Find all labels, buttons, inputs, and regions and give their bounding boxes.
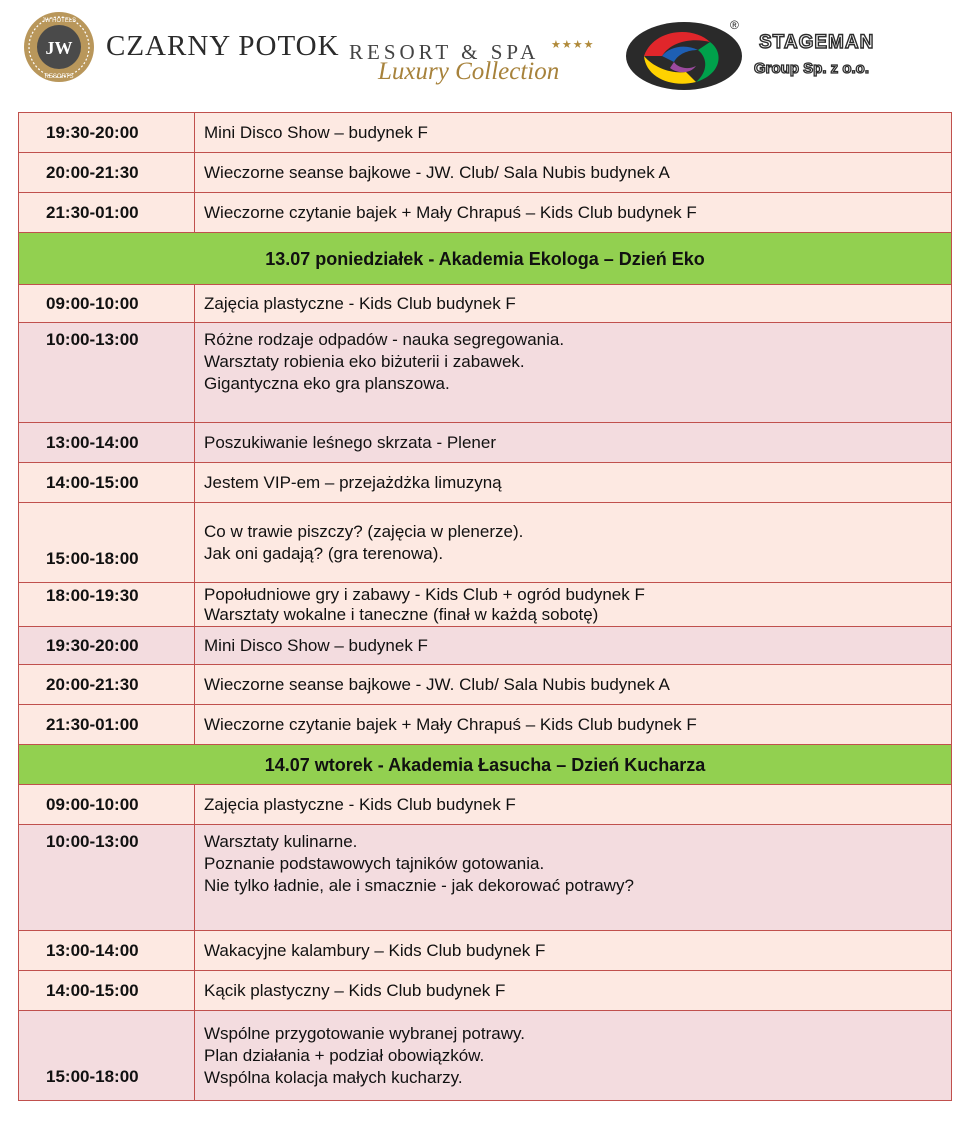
time-slot: 09:00-10:00 bbox=[19, 285, 195, 323]
time-slot: 19:30-20:00 bbox=[19, 627, 195, 665]
time-slot: 10:00-13:00 bbox=[19, 825, 195, 931]
activity-line: Wspólna kolacja małych kucharzy. bbox=[204, 1067, 463, 1087]
schedule-row bbox=[19, 931, 952, 971]
activity-line: Gigantyczna eko gra planszowa. bbox=[204, 374, 450, 393]
activity-line: Wspólne przygotowanie wybranej potrawy. bbox=[204, 1023, 525, 1043]
schedule-table bbox=[18, 112, 952, 1101]
activity-cell bbox=[195, 583, 952, 627]
activity-cell bbox=[195, 153, 952, 193]
activity-cell bbox=[195, 627, 952, 665]
schedule-body bbox=[19, 113, 952, 1101]
activity-cell bbox=[195, 193, 952, 233]
day-header-row bbox=[19, 233, 952, 285]
sponsor-name: STAGEMAN bbox=[759, 32, 875, 53]
time-slot: 13:00-14:00 bbox=[19, 931, 195, 971]
activity-line: Wakacyjne kalambury – Kids Club budynek F bbox=[204, 940, 546, 960]
day-title: 14.07 wtorek - Akademia Łasucha – Dzień Kucharza bbox=[19, 745, 952, 785]
activity-line: Zajęcia plastyczne - Kids Club budynek F bbox=[204, 293, 516, 313]
jw-seal-bottom: RESORTS bbox=[44, 74, 74, 80]
jw-seal-center: JW bbox=[45, 38, 73, 58]
activity-cell bbox=[195, 785, 952, 825]
sponsor-suffix: Group Sp. z o.o. bbox=[754, 60, 869, 77]
day-header-row bbox=[19, 745, 952, 785]
time-slot: 19:30-20:00 bbox=[19, 113, 195, 153]
schedule-row bbox=[19, 285, 952, 323]
activity-line: Co w trawie piszczy? (zajęcia w plenerze). bbox=[204, 521, 524, 541]
activity-line: Popołudniowe gry i zabawy - Kids Club + ogród budynek F bbox=[204, 585, 645, 604]
activity-line: Wieczorne seanse bajkowe - JW. Club/ Sala Nubis budynek A bbox=[204, 162, 670, 182]
activity-line: Kącik plastyczny – Kids Club budynek F bbox=[204, 980, 506, 1000]
activity-cell bbox=[195, 971, 952, 1011]
activity-line: Wieczorne seanse bajkowe - JW. Club/ Sala Nubis budynek A bbox=[204, 674, 670, 694]
page-header bbox=[0, 0, 960, 100]
schedule-row bbox=[19, 627, 952, 665]
schedule-row bbox=[19, 503, 952, 583]
schedule-row bbox=[19, 825, 952, 931]
activity-line: Wieczorne czytanie bajek + Mały Chrapuś – Kids Club budynek F bbox=[204, 202, 697, 222]
time-slot: 15:00-18:00 bbox=[19, 1011, 195, 1101]
activity-line: Różne rodzaje odpadów - nauka segregowania. bbox=[204, 330, 565, 349]
activity-line: Jak oni gadają? (gra terenowa). bbox=[204, 543, 444, 563]
activity-line: Plan działania + podział obowiązków. bbox=[204, 1045, 485, 1065]
schedule-row bbox=[19, 153, 952, 193]
activity-cell bbox=[195, 931, 952, 971]
day-title: 13.07 poniedziałek - Akademia Ekologa – Dzień Eko bbox=[19, 233, 952, 285]
time-slot: 20:00-21:30 bbox=[19, 665, 195, 705]
activity-line: Warsztaty kulinarne. bbox=[204, 832, 358, 851]
time-slot: 13:00-14:00 bbox=[19, 423, 195, 463]
activity-cell bbox=[195, 423, 952, 463]
activity-cell bbox=[195, 285, 952, 323]
registered-mark: ® bbox=[730, 18, 739, 32]
schedule-row bbox=[19, 665, 952, 705]
schedule-row bbox=[19, 423, 952, 463]
activity-line: Nie tylko ładnie, ale i smacznie - jak dekorować potrawy? bbox=[204, 876, 634, 895]
schedule-row bbox=[19, 113, 952, 153]
time-slot: 21:30-01:00 bbox=[19, 705, 195, 745]
resort-suffix: RESORT & SPA bbox=[349, 40, 540, 64]
activity-cell bbox=[195, 705, 952, 745]
activity-line: Zajęcia plastyczne - Kids Club budynek F bbox=[204, 794, 516, 814]
schedule-row bbox=[19, 583, 952, 627]
activity-line: Warsztaty robienia eko biżuterii i zabawek. bbox=[204, 352, 525, 371]
schedule-row bbox=[19, 323, 952, 423]
jw-seal-top: JW HOTELS bbox=[41, 18, 77, 24]
schedule-row bbox=[19, 971, 952, 1011]
activity-line: Warsztaty wokalne i taneczne (finał w każdą sobotę) bbox=[204, 605, 599, 624]
activity-cell bbox=[195, 1011, 952, 1101]
schedule-row bbox=[19, 1011, 952, 1101]
activity-cell bbox=[195, 463, 952, 503]
time-slot: 18:00-19:30 bbox=[19, 583, 195, 627]
activity-cell bbox=[195, 665, 952, 705]
activity-line: Poznanie podstawowych tajników gotowania. bbox=[204, 854, 545, 873]
activity-cell bbox=[195, 323, 952, 423]
activity-line: Poszukiwanie leśnego skrzata - Plener bbox=[204, 432, 496, 452]
jw-hotels-seal-logo bbox=[22, 10, 96, 84]
schedule-row bbox=[19, 193, 952, 233]
activity-line: Jestem VIP-em – przejażdżka limuzyną bbox=[204, 472, 502, 492]
schedule-row bbox=[19, 463, 952, 503]
activity-line: Mini Disco Show – budynek F bbox=[204, 122, 428, 142]
schedule-row bbox=[19, 785, 952, 825]
rating-stars: ★★★★ bbox=[551, 39, 595, 51]
schedule-row bbox=[19, 705, 952, 745]
activity-line: Mini Disco Show – budynek F bbox=[204, 635, 428, 655]
time-slot: 09:00-10:00 bbox=[19, 785, 195, 825]
time-slot: 21:30-01:00 bbox=[19, 193, 195, 233]
stageman-swirl-logo bbox=[624, 16, 746, 92]
resort-name: CZARNY POTOK bbox=[106, 30, 340, 62]
collection-tagline: Luxury Collection bbox=[378, 58, 560, 85]
activity-cell bbox=[195, 503, 952, 583]
time-slot: 10:00-13:00 bbox=[19, 323, 195, 423]
time-slot: 14:00-15:00 bbox=[19, 463, 195, 503]
time-slot: 15:00-18:00 bbox=[19, 503, 195, 583]
activity-cell bbox=[195, 113, 952, 153]
activity-line: Wieczorne czytanie bajek + Mały Chrapuś – Kids Club budynek F bbox=[204, 714, 697, 734]
time-slot: 14:00-15:00 bbox=[19, 971, 195, 1011]
time-slot: 20:00-21:30 bbox=[19, 153, 195, 193]
activity-cell bbox=[195, 825, 952, 931]
